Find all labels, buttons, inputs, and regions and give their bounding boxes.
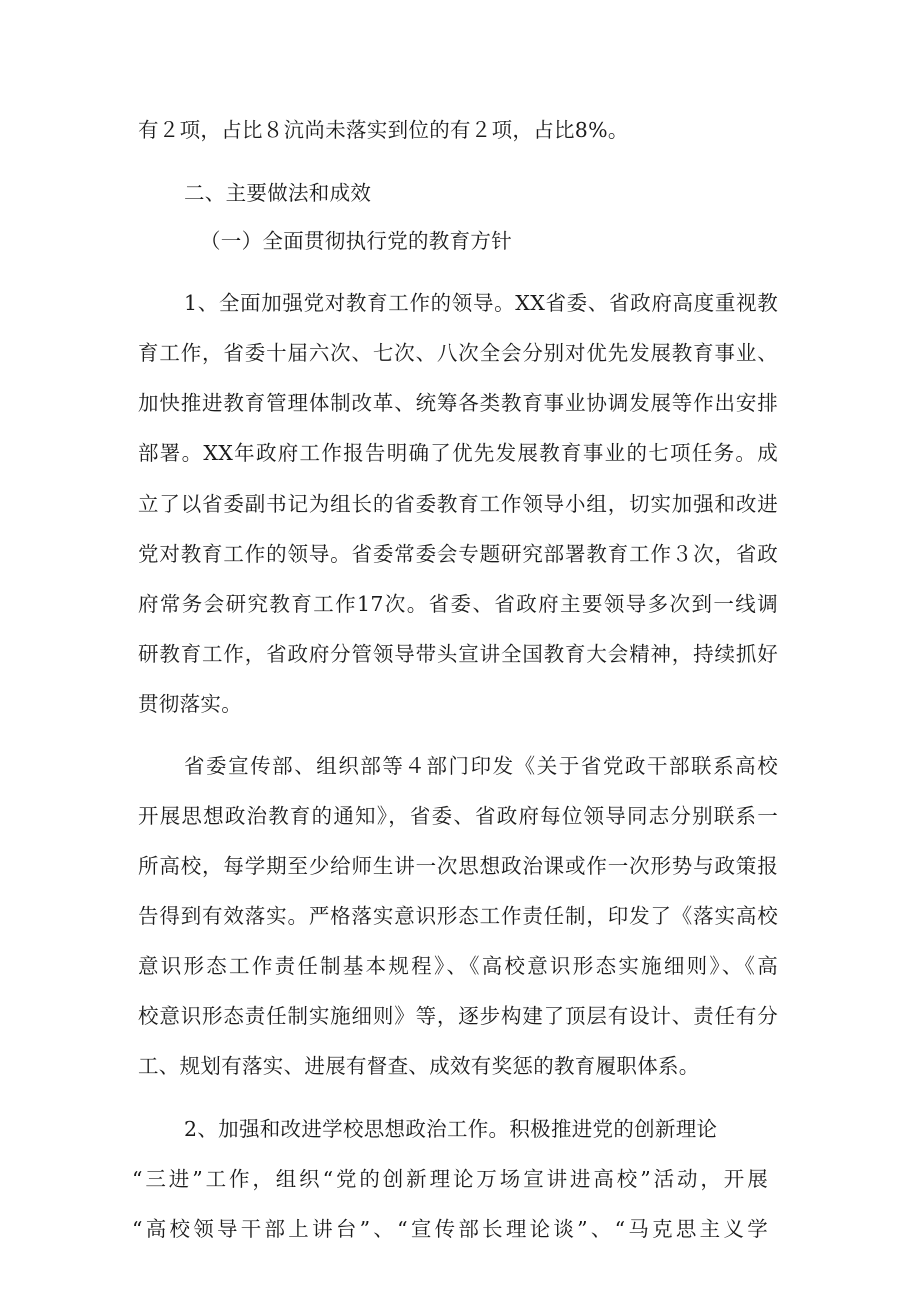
paragraph-line: 开展思想政治教育的通知》，省委、省政府每位领导同志分别联系一 — [138, 804, 778, 828]
section-heading: 二、主要做法和成效 — [184, 181, 372, 205]
paragraph-line: 告得到有效落实。严格落实意识形态工作责任制，印发了《落实高校 — [138, 904, 778, 928]
paragraph-line: 府常务会研究教育工作17次。省委、省政府主要领导多次到一线调 — [138, 592, 778, 616]
paragraph-line: 加快推进教育管理体制改革、统筹各类教育事业协调发展等作出安排 — [138, 391, 778, 415]
paragraph-line: 贯彻落实。 — [138, 692, 242, 716]
paragraph-line: 工、规划有落实、进展有督查、成效有奖惩的教育履职体系。 — [138, 1054, 700, 1078]
paragraph-line: 育工作，省委十届六次、七次、八次全会分别对优先发展教育事业、 — [138, 341, 778, 365]
paragraph-line: 部署。XX年政府工作报告明确了优先发展教育事业的七项任务。成 — [138, 441, 778, 465]
paragraph-line: 研教育工作，省政府分管领导带头宣讲全国教育大会精神，持续抓好 — [138, 642, 778, 666]
text-line: 有２项，占比８沆尚未落实到位的有２项，占比8%。 — [138, 118, 629, 142]
paragraph-line: 所高校，每学期至少给师生讲一次思想政治课或作一次形势与政策报 — [138, 854, 778, 878]
paragraph-line: “高校领导干部上讲台”、“宣传部长理论谈”、“马克思主义学 — [132, 1217, 768, 1241]
paragraph-line: 党对教育工作的领导。省委常委会专题研究部署教育工作３次，省政 — [138, 542, 778, 566]
paragraph-line: 省委宣传部、组织部等４部门印发《关于省党政干部联系高校 — [184, 754, 778, 778]
paragraph-line: 意识形态工作责任制基本规程》、《高校意识形态实施细则》、《高 — [138, 954, 778, 978]
paragraph-line: 1、全面加强党对教育工作的领导。XX省委、省政府高度重视教 — [184, 291, 778, 315]
subsection-heading: （一）全面贯彻执行党的教育方针 — [200, 229, 512, 253]
paragraph-line: 校意识形态责任制实施细则》等，逐步构建了顶层有设计、责任有分 — [138, 1004, 778, 1028]
paragraph-line: 2、加强和改进学校思想政治工作。积极推进党的创新理论 — [184, 1117, 718, 1141]
paragraph-line: “三进”工作，组织“党的创新理论万场宣讲进高校”活动，开展 — [132, 1167, 768, 1191]
paragraph-line: 立了以省委副书记为组长的省委教育工作领导小组，切实加强和改进 — [138, 492, 778, 516]
